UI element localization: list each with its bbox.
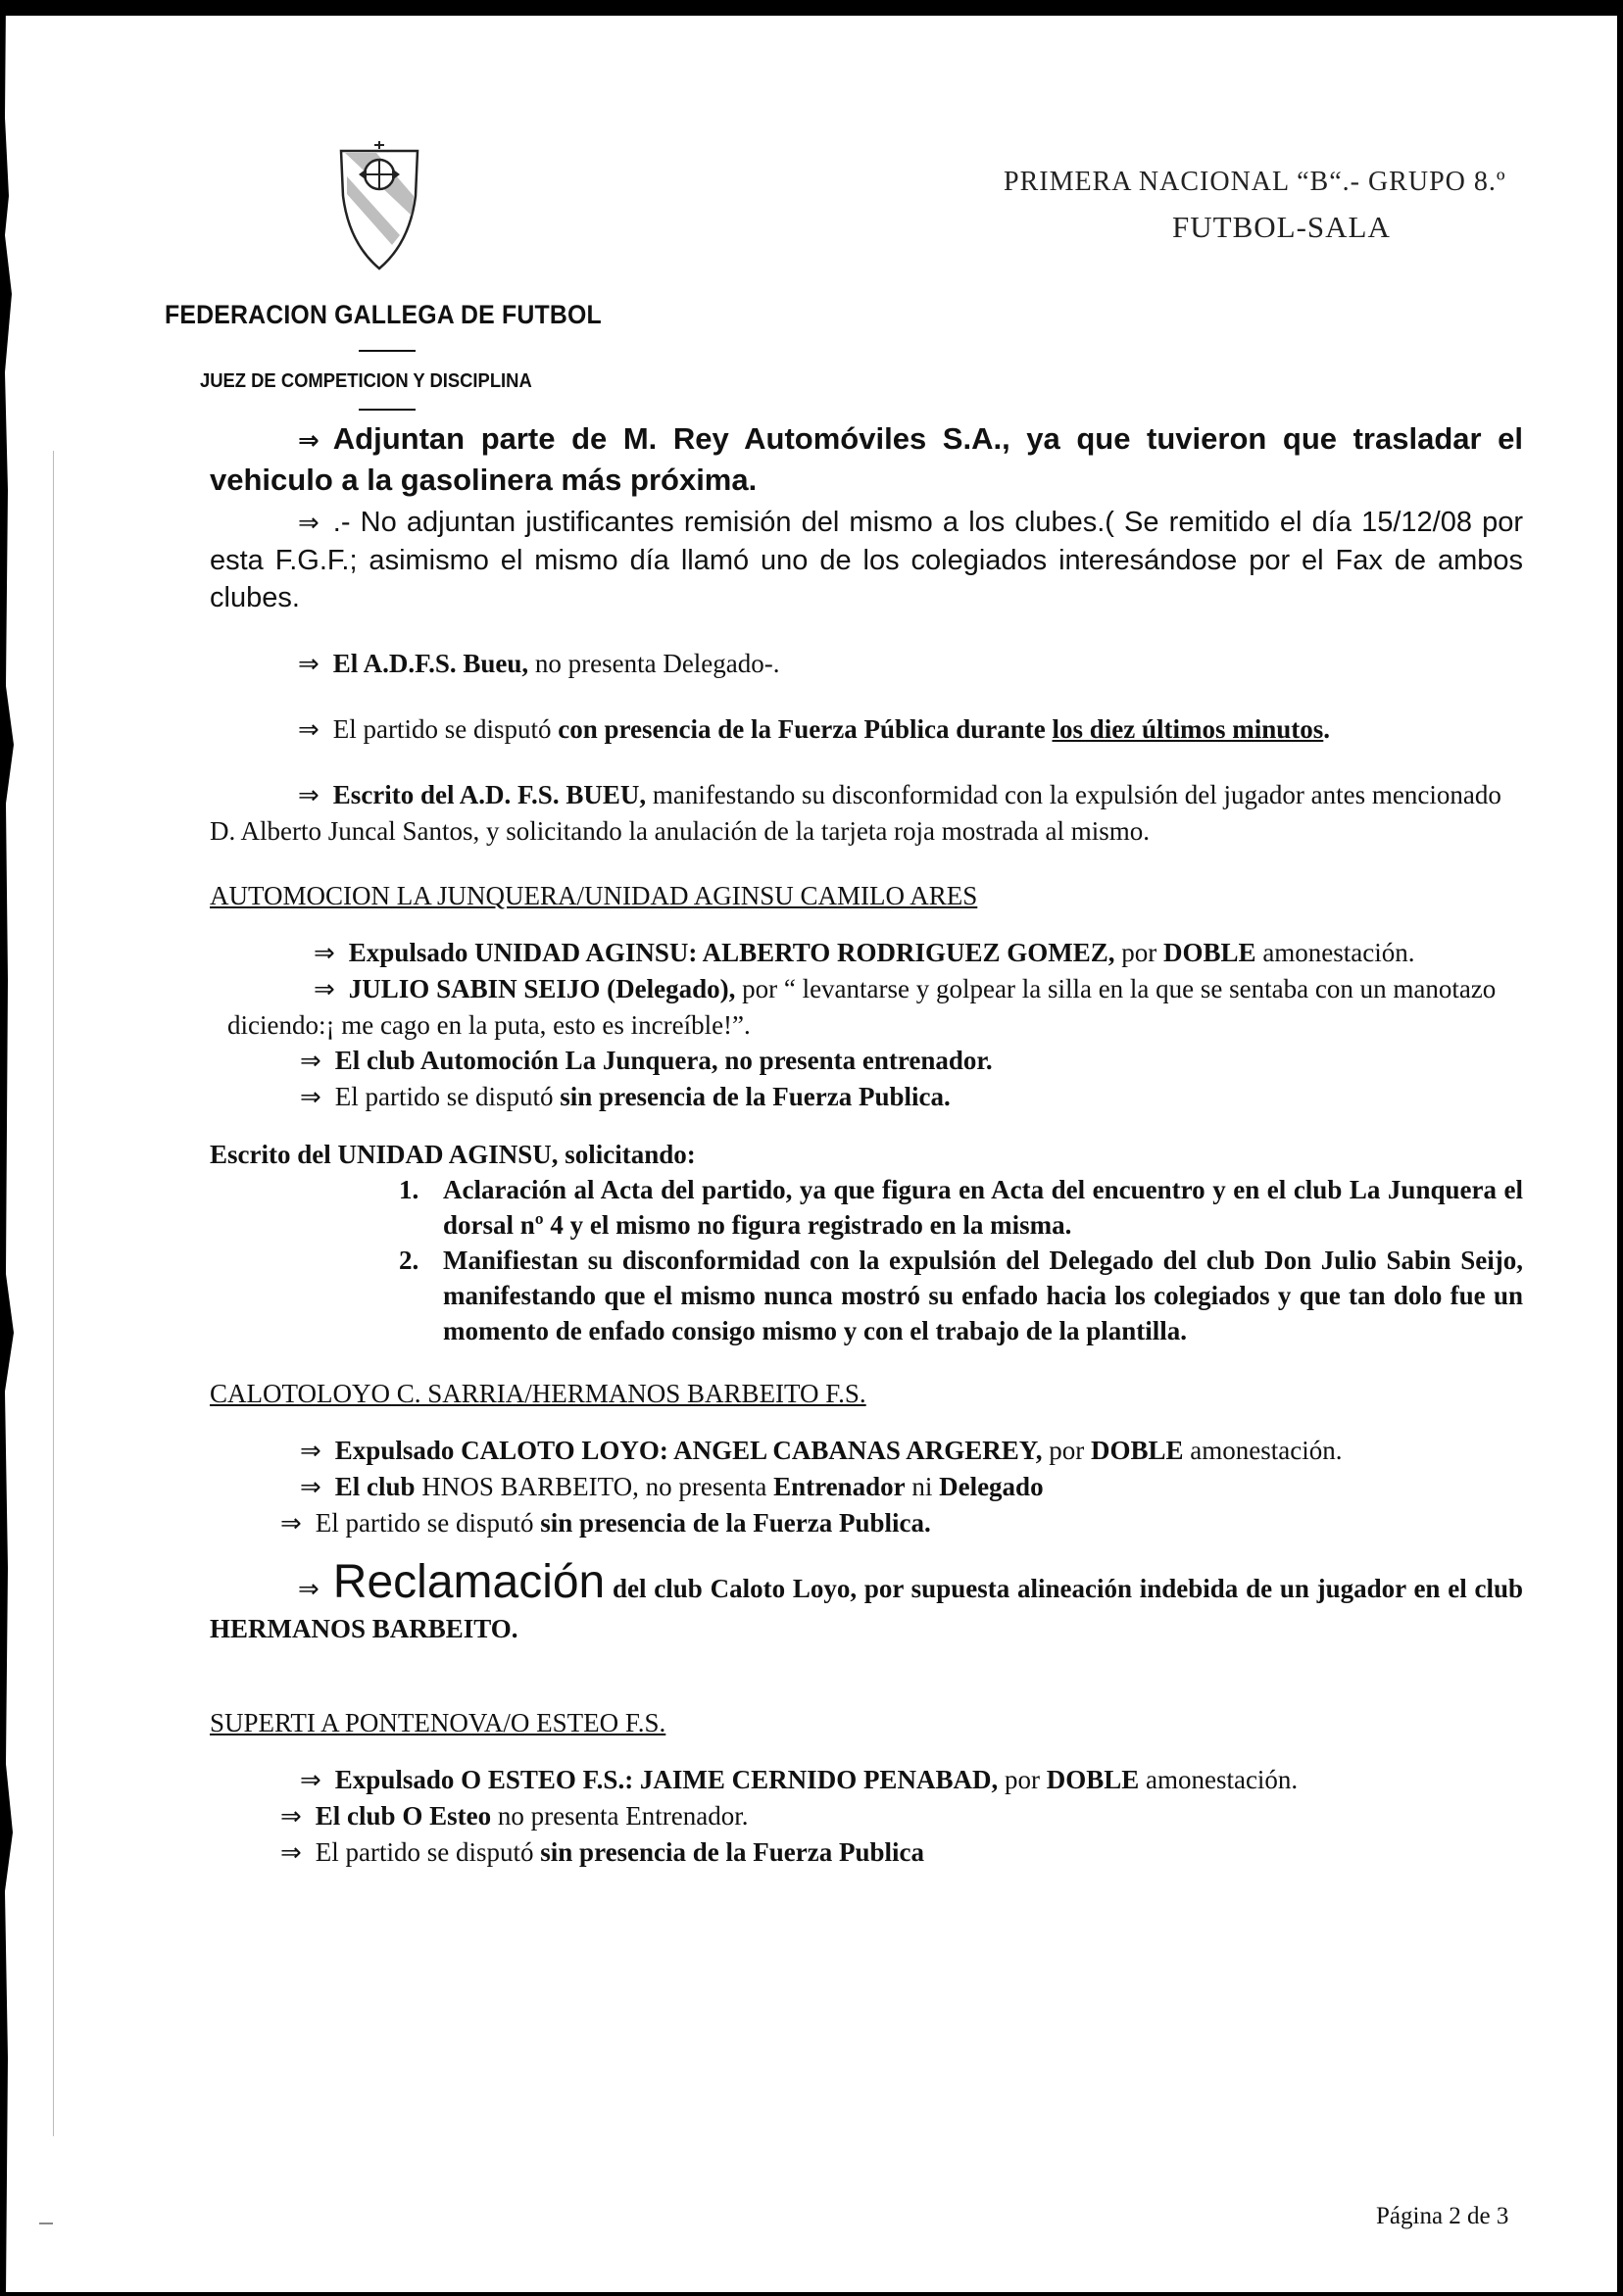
arrow-icon: ⇒: [300, 1437, 321, 1466]
federation-name: FEDERACION GALLEGA DE FUTBOL: [165, 300, 602, 329]
match3-no-coach: ⇒ El club O Esteo no presenta Entrenador.: [280, 1801, 749, 1832]
arrow-icon: ⇒: [280, 1802, 302, 1832]
arrow-icon: ⇒: [314, 975, 335, 1004]
match2-claim: ⇒ Reclamación del club Caloto Loyo, por supuesta alineación indebida de un jugador en el club HERMANOS BARBEITO.: [210, 1556, 1523, 1643]
league-title: PRIMERA NACIONAL “B“.- GRUPO 8.º: [1004, 167, 1506, 197]
arrow-icon: ⇒: [298, 1575, 320, 1604]
intro-paragraph-5: ⇒ Escrito del A.D. F.S. BUEU, manifestando su disconformidad con la expulsión del jugador antes mencionado D. Alberto Juncal Santos, y solicitando la anulación de la tarjeta roja mostrada al mismo.: [210, 780, 1501, 846]
arrow-icon: ⇒: [300, 1473, 321, 1502]
scan-border-top: [0, 0, 1623, 16]
match3-heading: SUPERTI A PONTENOVA/O ESTEO F.S.: [210, 1708, 666, 1737]
scan-margin-line: [53, 451, 54, 2136]
arrow-icon: ⇒: [298, 426, 320, 456]
match2-heading: CALOTOLOYO C. SARRIA/HERMANOS BARBEITO F.S.: [210, 1379, 866, 1408]
intro-paragraph-3: ⇒ El A.D.F.S. Bueu, no presenta Delegado-.: [298, 649, 780, 679]
arrow-icon: ⇒: [298, 509, 320, 538]
match1-police: ⇒ El partido se disputó sin presencia de la Fuerza Publica.: [300, 1082, 951, 1112]
intro-paragraph-4: ⇒ El partido se disputó con presencia de la Fuerza Pública durante los diez últimos minutos.: [298, 714, 1331, 745]
header-rule: [359, 409, 416, 411]
scan-border-right: [1617, 0, 1623, 2296]
intro-paragraph-2: ⇒ .- No adjuntan justificantes remisión del mismo a los clubes.( Se remitido el día 15/12/08 por esta F.G.F.; asimismo el mismo día llamó uno de los colegiados interesándose por el Fax de ambos clubes.: [210, 507, 1523, 613]
match1-request-list: [210, 1172, 1523, 1348]
document-body: [210, 419, 1523, 1871]
match1-heading: AUTOMOCION LA JUNQUERA/UNIDAD AGINSU CAMILO ARES: [210, 881, 978, 910]
arrow-icon: ⇒: [314, 939, 335, 968]
sport-title: FUTBOL-SALA: [1172, 210, 1391, 244]
arrow-icon: ⇒: [280, 1509, 302, 1539]
page-number: Página 2 de 3: [1376, 2203, 1509, 2229]
match2-no-staff: ⇒ El club HNOS BARBEITO, no presenta Entrenador ni Delegado: [300, 1472, 1044, 1502]
scan-torn-edge: [0, 0, 20, 2296]
committee-name: JUEZ DE COMPETICION Y DISCIPLINA: [200, 370, 532, 392]
match2-police: ⇒ El partido se disputó sin presencia de la Fuerza Publica.: [280, 1508, 931, 1539]
match1-delegate: ⇒ JULIO SABIN SEIJO (Delegado), por “ levantarse y golpear la silla en la que se sentaba con un manotazo diciendo:¡ me cago en la puta, esto es increíble!”.: [227, 974, 1497, 1040]
match1-escrito: Escrito del UNIDAD AGINSU, solicitando:: [210, 1140, 696, 1169]
arrow-icon: ⇒: [298, 715, 320, 745]
arrow-icon: ⇒: [300, 1083, 321, 1112]
match1-expulsion: ⇒ Expulsado UNIDAD AGINSU: ALBERTO RODRIGUEZ GOMEZ, por DOBLE amonestación.: [314, 938, 1415, 968]
scan-border-bottom: [0, 2292, 1623, 2296]
scan-margin-tick: [39, 2223, 53, 2224]
header-rule: [359, 350, 416, 352]
arrow-icon: ⇒: [280, 1838, 302, 1868]
match2-expulsion: ⇒ Expulsado CALOTO LOYO: ANGEL CABANAS ARGEREY, por DOBLE amonestación.: [300, 1436, 1343, 1466]
arrow-icon: ⇒: [298, 781, 320, 810]
federation-crest-icon: [337, 137, 421, 274]
arrow-icon: ⇒: [300, 1766, 321, 1795]
intro-paragraph-1: ⇒ Adjuntan parte de M. Rey Automóviles S.A., ya que tuvieron que trasladar el vehiculo a la gasolinera más próxima.: [210, 421, 1523, 497]
match1-no-coach: ⇒ El club Automoción La Junquera, no presenta entrenador.: [300, 1046, 993, 1076]
list-item: 1. Aclaración al Acta del partido, ya que figura en Acta del encuentro y en el club La Junquera el dorsal nº 4 y el mismo no figura registrado en la misma.: [425, 1172, 1523, 1243]
arrow-icon: ⇒: [298, 650, 320, 679]
match3-police: ⇒ El partido se disputó sin presencia de la Fuerza Publica: [280, 1837, 925, 1868]
match3-expulsion: ⇒ Expulsado O ESTEO F.S.: JAIME CERNIDO PENABAD, por DOBLE amonestación.: [300, 1765, 1299, 1795]
list-item: 2. Manifiestan su disconformidad con la expulsión del Delegado del club Don Julio Sabin Seijo, manifestando que el mismo nunca mostró su enfado hacia los colegiados y que tan dolo fue un momento de enfado consigo mismo y con el trabajo de la plantilla.: [425, 1243, 1523, 1348]
arrow-icon: ⇒: [300, 1047, 321, 1076]
